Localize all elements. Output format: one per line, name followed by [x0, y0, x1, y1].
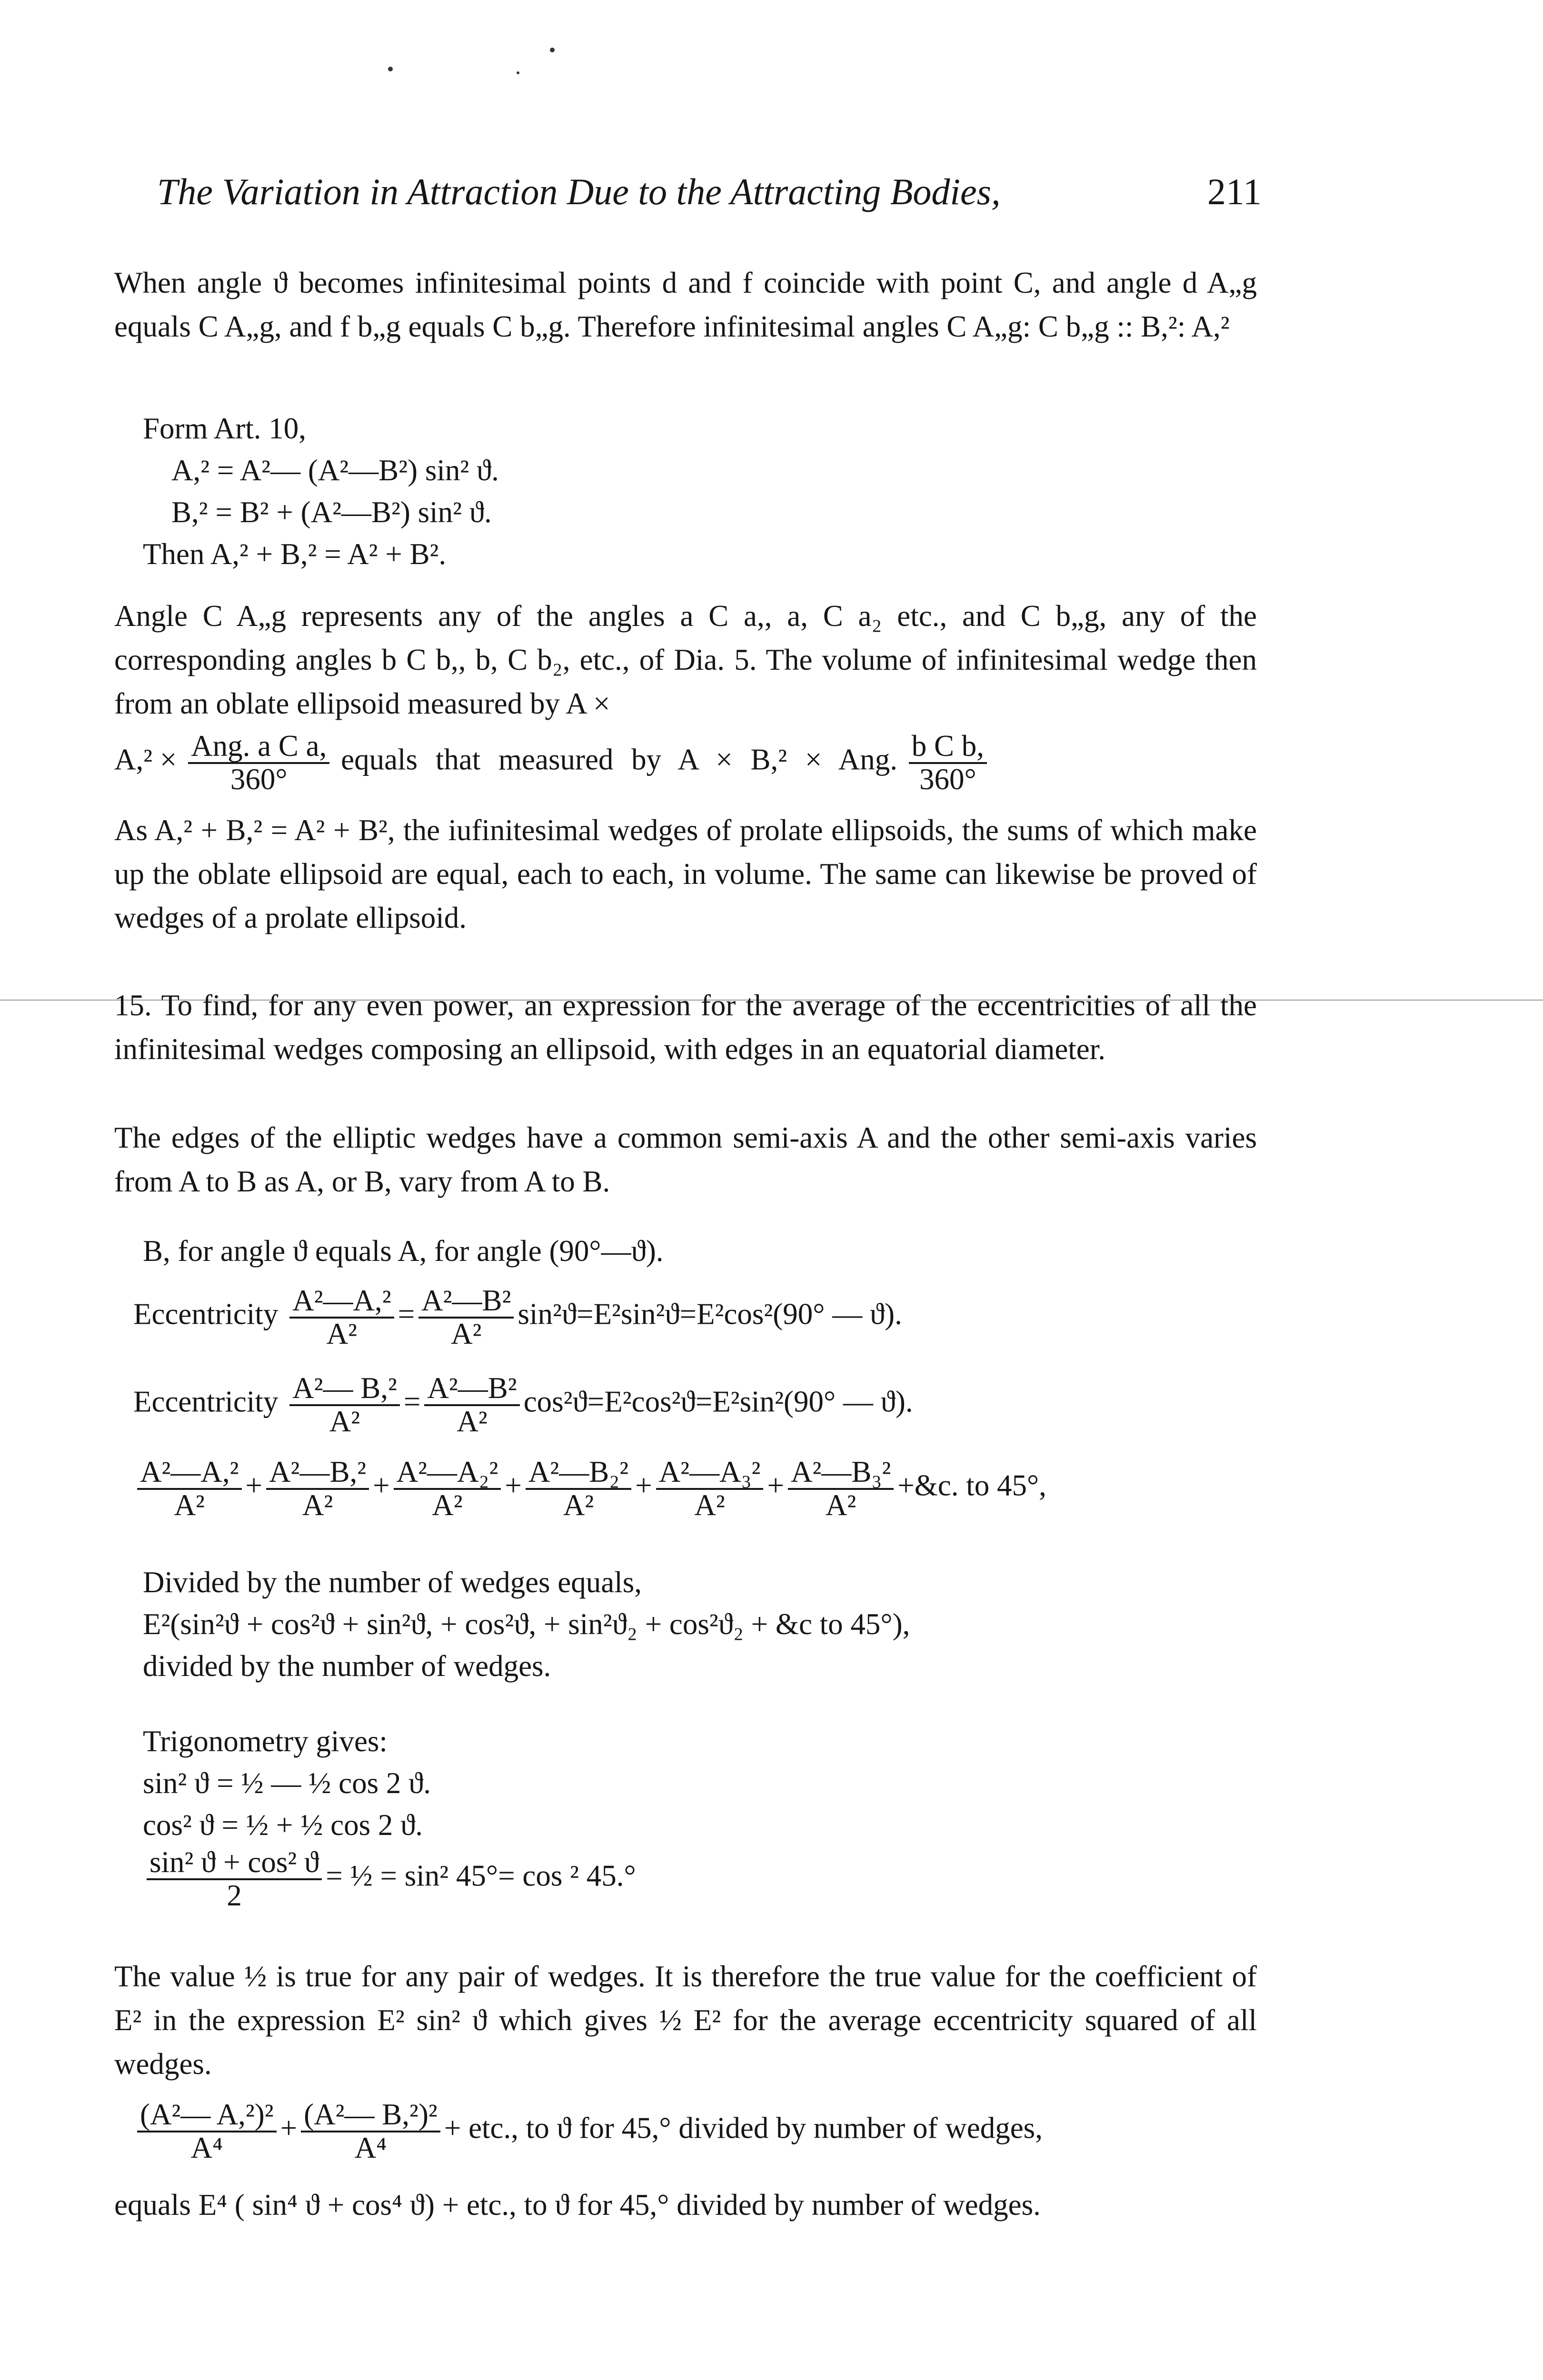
fraction [418, 1285, 514, 1349]
paragraph: When angle ϑ becomes infinitesimal points d and f coincide with point C, and angle d A„g equals C A„g, and f b„g equals C b„g. Therefore infinitesimal angles C A„g: C b„g :: B,²: A,² [114, 266, 1257, 343]
formula-part: = ½ = sin² 45°= cos ² 45.° [326, 1859, 636, 1893]
formula-part: A,² × [114, 743, 177, 776]
fraction [289, 1285, 394, 1349]
text-line: B, for angle ϑ equals A, for angle (90°—ϑ). [143, 1234, 664, 1268]
fraction-denominator: A² [174, 1488, 205, 1522]
formula-line: Eccentricity $\frac{\text{A²—A,²}}{\text{A²}}$ = $\frac{\text{A²—B²}}{\text{A²}}$ sin²ϑ=E²sin²ϑ=E²cos²(90° — ϑ). [133, 1284, 902, 1350]
fraction [656, 1457, 764, 1520]
paragraph: Angle C A„g represents any of the angles a C a,, a, C a₂ etc., and C b„g, any of the corresponding angles b C b,, b, C b₂, etc., of Dia. 5. The volume of infinitesimal wedge then from an oblate ellipsoid measured by A × [114, 599, 1257, 720]
formula-part: equals that measured by A × B,² × Ang. [341, 743, 897, 776]
fraction-numerator: sin² ϑ + cos² ϑ [147, 1847, 322, 1880]
equation: Then A,² + B,² = A² + B². [143, 537, 447, 571]
fraction-denominator: A² [326, 1317, 358, 1350]
paragraph: 15. To find, for any even power, an expression for the average of the eccentricities of all the infinitesimal wedges composing an ellipsoid, with edges in an equatorial diameter. [114, 989, 1257, 1066]
fraction [526, 1457, 631, 1520]
fraction-numerator: A²—A₃² [656, 1457, 764, 1490]
formula-line [114, 731, 991, 794]
formula-part: Eccentricity [133, 1297, 279, 1331]
formula-part: +&c. to 45°, [897, 1468, 1046, 1502]
paragraph: The value ½ is true for any pair of wedges. It is therefore the true value for the coefficient of E² in the expression E² sin² ϑ which gives ½ E² for the average eccentricity squared of all wedges. [114, 1960, 1257, 2081]
formula-line: Eccentricity $\frac{\text{A²— B,²}}{\text{A²}}$ = $\frac{\text{A²—B²}}{\text{A²}}$ cos²ϑ=E²cos²ϑ=E²sin²(90° — ϑ). [133, 1371, 913, 1438]
text-line: Trigonometry gives: [143, 1725, 388, 1758]
print-speck [388, 67, 393, 71]
fraction [301, 2099, 440, 2163]
equation: E²(sin²ϑ + cos²ϑ + sin²ϑ, + cos²ϑ, + sin²ϑ₂ + cos²ϑ₂ + &c to 45°), [143, 1607, 910, 1641]
fraction-denominator: A⁴ [354, 2131, 387, 2164]
fraction-numerator: A²—A₂² [394, 1457, 501, 1490]
fraction-numerator: A²— B,² [289, 1373, 400, 1406]
fraction [147, 1847, 322, 1911]
fraction-denominator: A² [451, 1317, 482, 1350]
fraction-numerator: A²—A,² [137, 1457, 242, 1490]
formula-part: sin²ϑ=E²sin²ϑ=E²cos²(90° — ϑ). [518, 1297, 902, 1331]
equation: B,² = B² + (A²—B²) sin² ϑ. [171, 496, 492, 529]
print-speck [550, 48, 555, 52]
formula-part: + etc., to ϑ for 45,° divided by number of wedges, [444, 2111, 1043, 2145]
fraction [188, 731, 329, 794]
formula-part: cos²ϑ=E²cos²ϑ=E²sin²(90° — ϑ). [523, 1385, 913, 1418]
fraction-numerator: A²—B,² [266, 1457, 369, 1490]
fraction [788, 1457, 894, 1520]
fraction [289, 1373, 400, 1437]
running-title: The Variation in Attraction Due to the Attracting Bodies, [157, 171, 1001, 212]
text-line: Form Art. 10, [143, 412, 307, 445]
running-header [157, 166, 1262, 218]
print-speck [517, 71, 519, 74]
fraction-denominator: A² [563, 1488, 594, 1522]
paragraph: As A,² + B,² = A² + B², the iufinitesimal wedges of prolate ellipsoids, the sums of which make up the oblate ellipsoid are equal, each to each, in volume. The same can likewise be proved of wedges of a prolate ellipsoid. [114, 813, 1257, 934]
fraction-denominator: A² [825, 1488, 856, 1522]
paragraph: The edges of the elliptic wedges have a common semi-axis A and the other semi-axis varies from A to B as A, or B, vary from A to B. [114, 1121, 1257, 1198]
formula-part: Eccentricity [133, 1385, 279, 1418]
fraction [137, 1457, 242, 1520]
fraction [424, 1373, 519, 1437]
fraction-numerator: A²—A,² [289, 1285, 394, 1319]
equation: A,² = A²— (A²—B²) sin² ϑ. [171, 454, 499, 487]
equation: cos² ϑ = ½ + ½ cos 2 ϑ. [143, 1808, 423, 1842]
fraction [137, 2099, 277, 2163]
fraction-denominator: A² [432, 1488, 463, 1522]
fraction-numerator: b C b, [909, 731, 987, 764]
fraction-numerator: (A²— A,²)² [137, 2099, 277, 2132]
fraction-numerator: A²—B₃² [788, 1457, 894, 1490]
text-line: Divided by the number of wedges equals, [143, 1566, 642, 1599]
formula-line: $\frac{\text{A²—A,²}}{\text{A²}}$ + $\frac{\text{A²—B,²}}{\text{A²}}$ + $\frac{\text{A²—A₂²}}{\text{A²}}$ + $\frac{\text{A²—B₂²}}{\text{A²}}$ + $\frac{\text{A²—A₃²}}{\text{A²}}$ + $\frac{\text{A²—B₃²}}{\text{A²}}$ +&c. to 45°, [133, 1457, 1046, 1520]
page-number: 211 [1207, 171, 1262, 212]
formula-line [143, 1847, 636, 1911]
fraction-denominator: A² [694, 1488, 725, 1522]
fraction-denominator: 360° [919, 763, 976, 796]
fraction-numerator: Ang. a C a, [188, 731, 329, 764]
equation: sin² ϑ = ½ — ½ cos 2 ϑ. [143, 1766, 431, 1800]
fraction-denominator: A² [457, 1405, 488, 1438]
paragraph: equals E⁴ ( sin⁴ ϑ + cos⁴ ϑ) + etc., to ϑ for 45,° divided by number of wedges. [114, 2188, 1041, 2221]
fraction-numerator: A²—B² [424, 1373, 519, 1406]
fraction-numerator: A²—B₂² [526, 1457, 631, 1490]
fraction-denominator: 360° [230, 763, 288, 796]
fraction-denominator: A² [302, 1488, 333, 1522]
formula-line: $\frac{\text{(A²— A,²)²}}{\text{A⁴}}$ + $\frac{\text{(A²— B,²)²}}{\text{A⁴}}$ + etc., to ϑ for 45,° divided by number of wedges, [133, 2099, 1043, 2163]
fraction [266, 1457, 369, 1520]
fraction-numerator: (A²— B,²)² [301, 2099, 440, 2132]
fraction-denominator: 2 [227, 1879, 242, 1912]
fraction-numerator: A²—B² [418, 1285, 514, 1319]
text-line: divided by the number of wedges. [143, 1649, 551, 1683]
fraction [394, 1457, 501, 1520]
fraction [909, 731, 987, 794]
fraction-denominator: A² [329, 1405, 360, 1438]
fraction-denominator: A⁴ [190, 2131, 223, 2164]
